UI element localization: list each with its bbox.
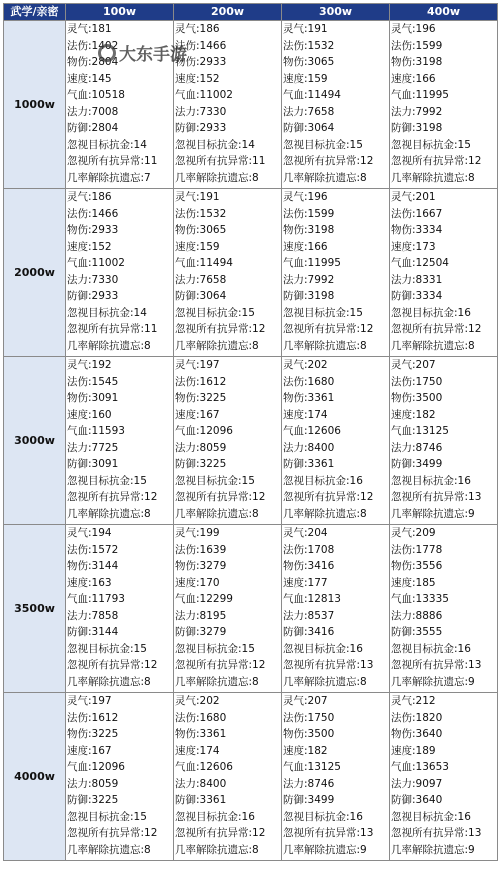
stat-line: 物伤:3500 <box>283 728 335 741</box>
stat-line: 灵气:202 <box>283 359 328 371</box>
stat-line: 灵气:196 <box>283 191 328 203</box>
stat-line: 物伤:3556 <box>391 560 443 573</box>
stat-line: 速度:170 <box>175 576 220 589</box>
stat-line: 气血:12096 <box>67 761 125 774</box>
stat-line: 忽视目标抗金:16 <box>391 306 471 319</box>
stat-line: 忽视所有抗异常:12 <box>283 491 374 504</box>
stat-cell <box>390 693 498 861</box>
table-row <box>4 189 498 357</box>
stat-line: 防御:3064 <box>175 290 227 303</box>
stat-line: 法伤:1572 <box>67 543 119 556</box>
column-header-300w: 300w <box>282 4 390 21</box>
corner-header: 武学/亲密 <box>4 4 66 21</box>
stat-line: 法伤:1820 <box>391 711 443 724</box>
stat-line: 物伤:2804 <box>67 56 119 69</box>
stat-line: 忽视目标抗金:16 <box>391 474 471 487</box>
stat-line: 几率解除抗遗忘:8 <box>391 171 475 184</box>
stat-line: 法力:8331 <box>391 273 443 286</box>
stat-line: 灵气:202 <box>175 695 220 707</box>
stat-line: 速度:166 <box>283 240 328 253</box>
stat-line: 物伤:3279 <box>175 560 227 573</box>
stat-line: 法伤:1532 <box>283 39 335 52</box>
stat-line: 防御:3640 <box>391 794 443 807</box>
stat-line: 几率解除抗遗忘:7 <box>67 171 151 184</box>
stat-line: 气血:11494 <box>175 257 233 270</box>
stat-line: 忽视所有抗异常:12 <box>175 827 266 840</box>
stat-line: 忽视目标抗金:16 <box>283 642 363 655</box>
stat-cell <box>282 189 390 357</box>
stat-line: 速度:152 <box>67 240 112 253</box>
stat-line: 防御:3091 <box>67 458 119 471</box>
stat-line: 气血:11002 <box>67 257 125 270</box>
stat-line: 忽视目标抗金:14 <box>67 306 147 319</box>
stat-cell <box>66 21 174 189</box>
stat-line: 灵气:209 <box>391 527 436 539</box>
row-header: 3000w <box>4 357 66 525</box>
stat-line: 法力:8059 <box>67 777 119 790</box>
stat-cell <box>282 693 390 861</box>
stat-line: 气血:13335 <box>391 593 449 606</box>
stat-cell <box>174 693 282 861</box>
stat-cell <box>66 693 174 861</box>
row-header: 3500w <box>4 525 66 693</box>
stat-line: 法力:7330 <box>175 105 227 118</box>
stat-line: 速度:173 <box>391 240 436 253</box>
stat-line: 灵气:192 <box>67 359 112 371</box>
stat-line: 忽视所有抗异常:13 <box>391 659 482 672</box>
column-header-100w: 100w <box>66 4 174 21</box>
stat-line: 速度:159 <box>175 240 220 253</box>
stat-line: 气血:11793 <box>67 593 125 606</box>
row-header: 2000w <box>4 189 66 357</box>
stat-line: 防御:3064 <box>283 122 335 135</box>
stat-line: 法伤:1667 <box>391 207 443 220</box>
stat-line: 法力:7858 <box>67 609 119 622</box>
stat-line: 防御:3499 <box>391 458 443 471</box>
stat-line: 物伤:2933 <box>175 56 227 69</box>
stat-line: 速度:167 <box>175 408 220 421</box>
stat-line: 防御:3416 <box>283 626 335 639</box>
stat-line: 忽视目标抗金:16 <box>175 810 255 823</box>
header-row <box>4 4 498 21</box>
stat-line: 法力:8059 <box>175 441 227 454</box>
stat-line: 忽视所有抗异常:13 <box>391 827 482 840</box>
stat-cell <box>282 357 390 525</box>
stat-line: 几率解除抗遗忘:8 <box>175 339 259 352</box>
stat-line: 物伤:3500 <box>391 392 443 405</box>
stat-line: 几率解除抗遗忘:9 <box>391 843 475 856</box>
stat-line: 忽视所有抗异常:13 <box>391 491 482 504</box>
stat-line: 物伤:3640 <box>391 728 443 741</box>
table-row <box>4 357 498 525</box>
stat-line: 忽视目标抗金:15 <box>283 138 363 151</box>
stat-line: 忽视所有抗异常:12 <box>175 659 266 672</box>
stat-line: 忽视目标抗金:15 <box>67 642 147 655</box>
stat-line: 物伤:3144 <box>67 560 119 573</box>
stat-line: 气血:11995 <box>283 257 341 270</box>
stat-line: 几率解除抗遗忘:8 <box>391 339 475 352</box>
stat-line: 速度:163 <box>67 576 112 589</box>
stat-line: 气血:12813 <box>283 593 341 606</box>
stat-line: 速度:177 <box>283 576 328 589</box>
stat-line: 速度:160 <box>67 408 112 421</box>
stat-line: 忽视所有抗异常:12 <box>283 155 374 168</box>
stat-line: 法伤:1680 <box>175 711 227 724</box>
stat-line: 忽视目标抗金:15 <box>391 138 471 151</box>
stat-line: 气血:11494 <box>283 89 341 102</box>
stat-line: 气血:13125 <box>283 761 341 774</box>
stat-line: 速度:182 <box>391 408 436 421</box>
stat-line: 忽视目标抗金:15 <box>175 306 255 319</box>
stat-line: 忽视所有抗异常:11 <box>175 155 266 168</box>
stat-line: 忽视目标抗金:15 <box>67 474 147 487</box>
stat-line: 法伤:1532 <box>175 207 227 220</box>
stat-line: 防御:3279 <box>175 626 227 639</box>
table-row <box>4 693 498 861</box>
stat-line: 灵气:197 <box>67 695 112 707</box>
stat-line: 气血:12299 <box>175 593 233 606</box>
column-header-400w: 400w <box>390 4 498 21</box>
stat-line: 法伤:1680 <box>283 375 335 388</box>
stat-line: 忽视目标抗金:15 <box>67 810 147 823</box>
stat-line: 物伤:3334 <box>391 224 443 237</box>
stat-line: 速度:166 <box>391 72 436 85</box>
stat-line: 物伤:3416 <box>283 560 335 573</box>
stat-line: 法力:7330 <box>67 273 119 286</box>
stat-line: 忽视所有抗异常:12 <box>67 659 158 672</box>
stat-line: 忽视所有抗异常:12 <box>67 491 158 504</box>
stat-line: 物伤:3065 <box>175 224 227 237</box>
stat-line: 灵气:197 <box>175 359 220 371</box>
stat-cell <box>390 525 498 693</box>
stat-line: 速度:159 <box>283 72 328 85</box>
stat-line: 防御:3555 <box>391 626 443 639</box>
stat-cell <box>66 189 174 357</box>
stat-line: 物伤:3361 <box>283 392 335 405</box>
stat-cell <box>66 525 174 693</box>
stat-cell <box>390 21 498 189</box>
stat-line: 灵气:186 <box>67 191 112 203</box>
stat-line: 防御:3334 <box>391 290 443 303</box>
stat-line: 法力:8746 <box>283 777 335 790</box>
stat-line: 忽视所有抗异常:12 <box>391 155 482 168</box>
stat-line: 几率解除抗遗忘:9 <box>391 507 475 520</box>
stat-line: 灵气:207 <box>283 695 328 707</box>
stat-line: 气血:11995 <box>391 89 449 102</box>
stat-line: 忽视所有抗异常:12 <box>67 827 158 840</box>
stat-cell <box>390 357 498 525</box>
stat-line: 物伤:3198 <box>283 224 335 237</box>
stat-cell <box>282 525 390 693</box>
stat-line: 法力:7992 <box>391 105 443 118</box>
stat-line: 灵气:181 <box>67 23 112 35</box>
stat-line: 防御:3361 <box>175 794 227 807</box>
stat-line: 法力:7658 <box>175 273 227 286</box>
stat-line: 忽视目标抗金:15 <box>175 474 255 487</box>
stat-line: 几率解除抗遗忘:9 <box>391 675 475 688</box>
stat-line: 物伤:3091 <box>67 392 119 405</box>
stat-line: 几率解除抗遗忘:8 <box>283 675 367 688</box>
stat-line: 法伤:1708 <box>283 543 335 556</box>
stat-line: 防御:3198 <box>391 122 443 135</box>
stat-line: 法力:8195 <box>175 609 227 622</box>
stat-line: 灵气:212 <box>391 695 436 707</box>
stat-line: 速度:185 <box>391 576 436 589</box>
stat-cell <box>66 357 174 525</box>
stat-line: 物伤:3198 <box>391 56 443 69</box>
stats-table <box>3 3 498 861</box>
stat-line: 灵气:191 <box>283 23 328 35</box>
stat-line: 气血:13653 <box>391 761 449 774</box>
stat-line: 灵气:186 <box>175 23 220 35</box>
stat-line: 法伤:1466 <box>67 207 119 220</box>
table-row <box>4 21 498 189</box>
stat-line: 几率解除抗遗忘:8 <box>67 339 151 352</box>
stat-line: 气血:12504 <box>391 257 449 270</box>
stat-line: 忽视所有抗异常:13 <box>283 659 374 672</box>
stat-line: 速度:189 <box>391 744 436 757</box>
stat-line: 几率解除抗遗忘:8 <box>283 339 367 352</box>
stat-line: 忽视所有抗异常:12 <box>175 323 266 336</box>
stat-line: 防御:3499 <box>283 794 335 807</box>
stat-cell <box>390 189 498 357</box>
stat-line: 物伤:3225 <box>67 728 119 741</box>
stat-line: 几率解除抗遗忘:9 <box>283 843 367 856</box>
stat-line: 法伤:1599 <box>391 39 443 52</box>
stat-line: 几率解除抗遗忘:8 <box>175 171 259 184</box>
stat-line: 几率解除抗遗忘:8 <box>67 675 151 688</box>
stat-line: 气血:11593 <box>67 425 125 438</box>
stat-line: 灵气:199 <box>175 527 220 539</box>
stat-line: 忽视所有抗异常:12 <box>175 491 266 504</box>
stat-line: 法伤:1612 <box>67 711 119 724</box>
stat-line: 防御:3225 <box>175 458 227 471</box>
stat-line: 速度:174 <box>175 744 220 757</box>
stat-line: 防御:3225 <box>67 794 119 807</box>
stat-line: 忽视目标抗金:16 <box>283 810 363 823</box>
stat-line: 法力:7008 <box>67 105 119 118</box>
brand-watermark-text: 大东手游 <box>119 45 187 65</box>
stat-line: 法伤:1545 <box>67 375 119 388</box>
stat-line: 气血:11002 <box>175 89 233 102</box>
stat-line: 法力:8746 <box>391 441 443 454</box>
stat-line: 忽视目标抗金:14 <box>67 138 147 151</box>
stat-line: 物伤:3361 <box>175 728 227 741</box>
stat-line: 防御:3361 <box>283 458 335 471</box>
stat-line: 速度:145 <box>67 72 112 85</box>
stat-line: 法力:8537 <box>283 609 335 622</box>
table-row <box>4 525 498 693</box>
stat-line: 灵气:191 <box>175 191 220 203</box>
stat-cell <box>174 189 282 357</box>
stat-cell <box>174 525 282 693</box>
stat-line: 法伤:1778 <box>391 543 443 556</box>
stat-line: 气血:13125 <box>391 425 449 438</box>
stat-line: 忽视所有抗异常:12 <box>391 323 482 336</box>
stat-line: 物伤:3065 <box>283 56 335 69</box>
stat-line: 忽视目标抗金:16 <box>391 642 471 655</box>
stat-line: 几率解除抗遗忘:8 <box>67 507 151 520</box>
stat-line: 法伤:1612 <box>175 375 227 388</box>
stat-line: 几率解除抗遗忘:8 <box>67 843 151 856</box>
stat-line: 灵气:201 <box>391 191 436 203</box>
stat-line: 速度:152 <box>175 72 220 85</box>
stat-line: 法伤:1750 <box>283 711 335 724</box>
stat-line: 灵气:204 <box>283 527 328 539</box>
row-header: 4000w <box>4 693 66 861</box>
stat-line: 防御:3198 <box>283 290 335 303</box>
row-header: 1000w <box>4 21 66 189</box>
stat-line: 物伤:2933 <box>67 224 119 237</box>
stat-line: 法力:8400 <box>283 441 335 454</box>
stat-cell <box>174 357 282 525</box>
stat-line: 速度:182 <box>283 744 328 757</box>
stat-line: 忽视目标抗金:15 <box>175 642 255 655</box>
stat-cell <box>282 21 390 189</box>
stat-line: 几率解除抗遗忘:8 <box>283 171 367 184</box>
stat-line: 气血:12606 <box>175 761 233 774</box>
stat-line: 几率解除抗遗忘:8 <box>175 675 259 688</box>
stat-line: 法伤:1750 <box>391 375 443 388</box>
stat-line: 气血:12096 <box>175 425 233 438</box>
stat-line: 法伤:1466 <box>175 39 227 52</box>
column-header-200w: 200w <box>174 4 282 21</box>
stat-line: 忽视所有抗异常:12 <box>283 323 374 336</box>
stat-line: 防御:3144 <box>67 626 119 639</box>
stat-line: 速度:167 <box>67 744 112 757</box>
stat-line: 忽视目标抗金:16 <box>283 474 363 487</box>
stat-line: 法力:7725 <box>67 441 119 454</box>
stat-line: 法伤:1639 <box>175 543 227 556</box>
stat-line: 防御:2933 <box>67 290 119 303</box>
stat-line: 忽视目标抗金:14 <box>175 138 255 151</box>
stat-line: 物伤:3225 <box>175 392 227 405</box>
stat-line: 法伤:1599 <box>283 207 335 220</box>
stat-line: 忽视所有抗异常:13 <box>283 827 374 840</box>
stat-line: 灵气:194 <box>67 527 112 539</box>
stat-line: 忽视目标抗金:16 <box>391 810 471 823</box>
stat-line: 法力:8400 <box>175 777 227 790</box>
stat-line: 防御:2933 <box>175 122 227 135</box>
stat-line: 防御:2804 <box>67 122 119 135</box>
stat-line: 法力:8886 <box>391 609 443 622</box>
stat-line: 速度:174 <box>283 408 328 421</box>
stat-line: 几率解除抗遗忘:8 <box>175 843 259 856</box>
stat-line: 气血:12606 <box>283 425 341 438</box>
stat-cell <box>174 21 282 189</box>
stat-line: 几率解除抗遗忘:8 <box>283 507 367 520</box>
stat-line: 法力:7992 <box>283 273 335 286</box>
stat-line: 几率解除抗遗忘:8 <box>175 507 259 520</box>
stat-line: 法伤:1402 <box>67 39 119 52</box>
stat-line: 法力:9097 <box>391 777 443 790</box>
stat-line: 忽视目标抗金:15 <box>283 306 363 319</box>
stat-line: 忽视所有抗异常:11 <box>67 323 158 336</box>
stat-line: 灵气:207 <box>391 359 436 371</box>
stat-line: 灵气:196 <box>391 23 436 35</box>
stat-line: 忽视所有抗异常:11 <box>67 155 158 168</box>
stat-line: 气血:10518 <box>67 89 125 102</box>
stat-line: 法力:7658 <box>283 105 335 118</box>
